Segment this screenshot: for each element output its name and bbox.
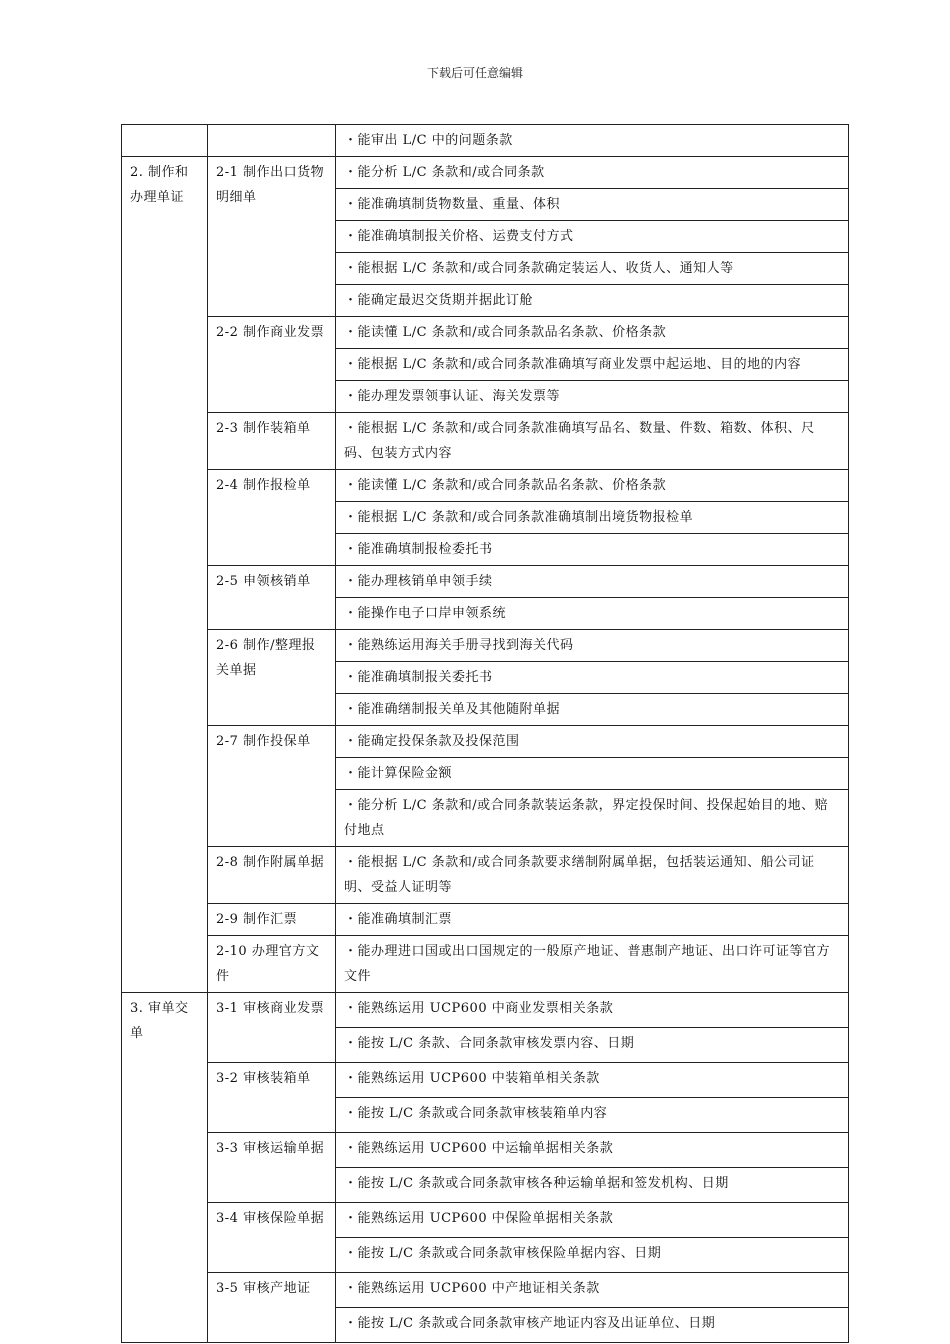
skill-cell: ・能熟练运用 UCP600 中装箱单相关条款 bbox=[336, 1063, 849, 1098]
task-cell bbox=[208, 125, 336, 157]
skill-cell: ・能熟练运用 UCP600 中运输单据相关条款 bbox=[336, 1133, 849, 1168]
skill-cell: ・能操作电子口岸申领系统 bbox=[336, 598, 849, 630]
table-row bbox=[122, 1273, 849, 1308]
skill-cell: ・能计算保险金额 bbox=[336, 758, 849, 790]
skill-cell: ・能办理核销单申领手续 bbox=[336, 566, 849, 598]
table-row bbox=[122, 470, 849, 502]
table-row bbox=[122, 157, 849, 189]
skill-cell: ・能准确填制汇票 bbox=[336, 904, 849, 936]
skill-cell: ・能准确填制报关委托书 bbox=[336, 662, 849, 694]
skill-cell: ・能按 L/C 条款或合同条款审核保险单据内容、日期 bbox=[336, 1238, 849, 1273]
task-cell: 2-5 申领核销单 bbox=[208, 566, 336, 630]
skill-cell: ・能按 L/C 条款或合同条款审核装箱单内容 bbox=[336, 1098, 849, 1133]
table-row bbox=[122, 413, 849, 470]
skill-cell: ・能准确填制报关价格、运费支付方式 bbox=[336, 221, 849, 253]
task-cell: 2-4 制作报检单 bbox=[208, 470, 336, 566]
category-cell: 2. 制作和办理单证 bbox=[122, 157, 208, 993]
category-cell bbox=[122, 125, 208, 157]
skill-cell: ・能准确缮制报关单及其他随附单据 bbox=[336, 694, 849, 726]
table-row bbox=[122, 993, 849, 1028]
task-cell: 2-2 制作商业发票 bbox=[208, 317, 336, 413]
category-cell: 3. 审单交单 bbox=[122, 993, 208, 1343]
skill-cell: ・能办理发票领事认证、海关发票等 bbox=[336, 381, 849, 413]
skill-cell: ・能按 L/C 条款或合同条款审核各种运输单据和签发机构、日期 bbox=[336, 1168, 849, 1203]
skill-cell: ・能读懂 L/C 条款和/或合同条款品名条款、价格条款 bbox=[336, 470, 849, 502]
skill-cell: ・能读懂 L/C 条款和/或合同条款品名条款、价格条款 bbox=[336, 317, 849, 349]
skill-cell: ・能按 L/C 条款或合同条款审核产地证内容及出证单位、日期 bbox=[336, 1308, 849, 1343]
skill-cell: ・能审出 L/C 中的问题条款 bbox=[336, 125, 849, 157]
skill-cell: ・能根据 L/C 条款和/或合同条款准确填制出境货物报检单 bbox=[336, 502, 849, 534]
task-cell: 3-2 审核装箱单 bbox=[208, 1063, 336, 1133]
table-row bbox=[122, 317, 849, 349]
skill-cell: ・能按 L/C 条款、合同条款审核发票内容、日期 bbox=[336, 1028, 849, 1063]
task-cell: 2-8 制作附属单据 bbox=[208, 847, 336, 904]
table-row bbox=[122, 847, 849, 904]
page-header: 下载后可任意编辑 bbox=[426, 66, 523, 80]
task-cell: 2-7 制作投保单 bbox=[208, 726, 336, 847]
table-row bbox=[122, 1063, 849, 1098]
skill-cell: ・能确定投保条款及投保范围 bbox=[336, 726, 849, 758]
task-cell: 2-6 制作/整理报关单据 bbox=[208, 630, 336, 726]
skill-cell: ・能根据 L/C 条款和/或合同条款准确填写品名、数量、件数、箱数、体积、尺码、包装方式内容 bbox=[336, 413, 849, 470]
competency-table bbox=[121, 124, 849, 1343]
table-row bbox=[122, 936, 849, 993]
skill-cell: ・能熟练运用海关手册寻找到海关代码 bbox=[336, 630, 849, 662]
table-row bbox=[122, 125, 849, 157]
task-cell: 3-1 审核商业发票 bbox=[208, 993, 336, 1063]
skill-cell: ・能分析 L/C 条款和/或合同条款装运条款，界定投保时间、投保起始目的地、赔付地点 bbox=[336, 790, 849, 847]
skill-cell: ・能熟练运用 UCP600 中产地证相关条款 bbox=[336, 1273, 849, 1308]
table-row bbox=[122, 630, 849, 662]
task-cell: 3-3 审核运输单据 bbox=[208, 1133, 336, 1203]
skill-cell: ・能根据 L/C 条款和/或合同条款确定装运人、收货人、通知人等 bbox=[336, 253, 849, 285]
task-cell: 2-1 制作出口货物明细单 bbox=[208, 157, 336, 317]
skill-cell: ・能根据 L/C 条款和/或合同条款要求缮制附属单据，包括装运通知、船公司证明、受益人证明等 bbox=[336, 847, 849, 904]
skill-cell: ・能分析 L/C 条款和/或合同条款 bbox=[336, 157, 849, 189]
task-cell: 2-9 制作汇票 bbox=[208, 904, 336, 936]
table-row bbox=[122, 1203, 849, 1238]
task-cell: 2-10 办理官方文件 bbox=[208, 936, 336, 993]
table-row bbox=[122, 904, 849, 936]
skill-cell: ・能确定最迟交货期并据此订舱 bbox=[336, 285, 849, 317]
skill-cell: ・能根据 L/C 条款和/或合同条款准确填写商业发票中起运地、目的地的内容 bbox=[336, 349, 849, 381]
task-cell: 3-5 审核产地证 bbox=[208, 1273, 336, 1343]
task-cell: 2-3 制作装箱单 bbox=[208, 413, 336, 470]
table-row bbox=[122, 1133, 849, 1168]
skill-cell: ・能准确填制货物数量、重量、体积 bbox=[336, 189, 849, 221]
skill-cell: ・能熟练运用 UCP600 中保险单据相关条款 bbox=[336, 1203, 849, 1238]
task-cell: 3-4 审核保险单据 bbox=[208, 1203, 336, 1273]
table-row bbox=[122, 726, 849, 758]
skill-cell: ・能办理进口国或出口国规定的一般原产地证、普惠制产地证、出口许可证等官方文件 bbox=[336, 936, 849, 993]
table-row bbox=[122, 566, 849, 598]
skill-cell: ・能准确填制报检委托书 bbox=[336, 534, 849, 566]
skill-cell: ・能熟练运用 UCP600 中商业发票相关条款 bbox=[336, 993, 849, 1028]
